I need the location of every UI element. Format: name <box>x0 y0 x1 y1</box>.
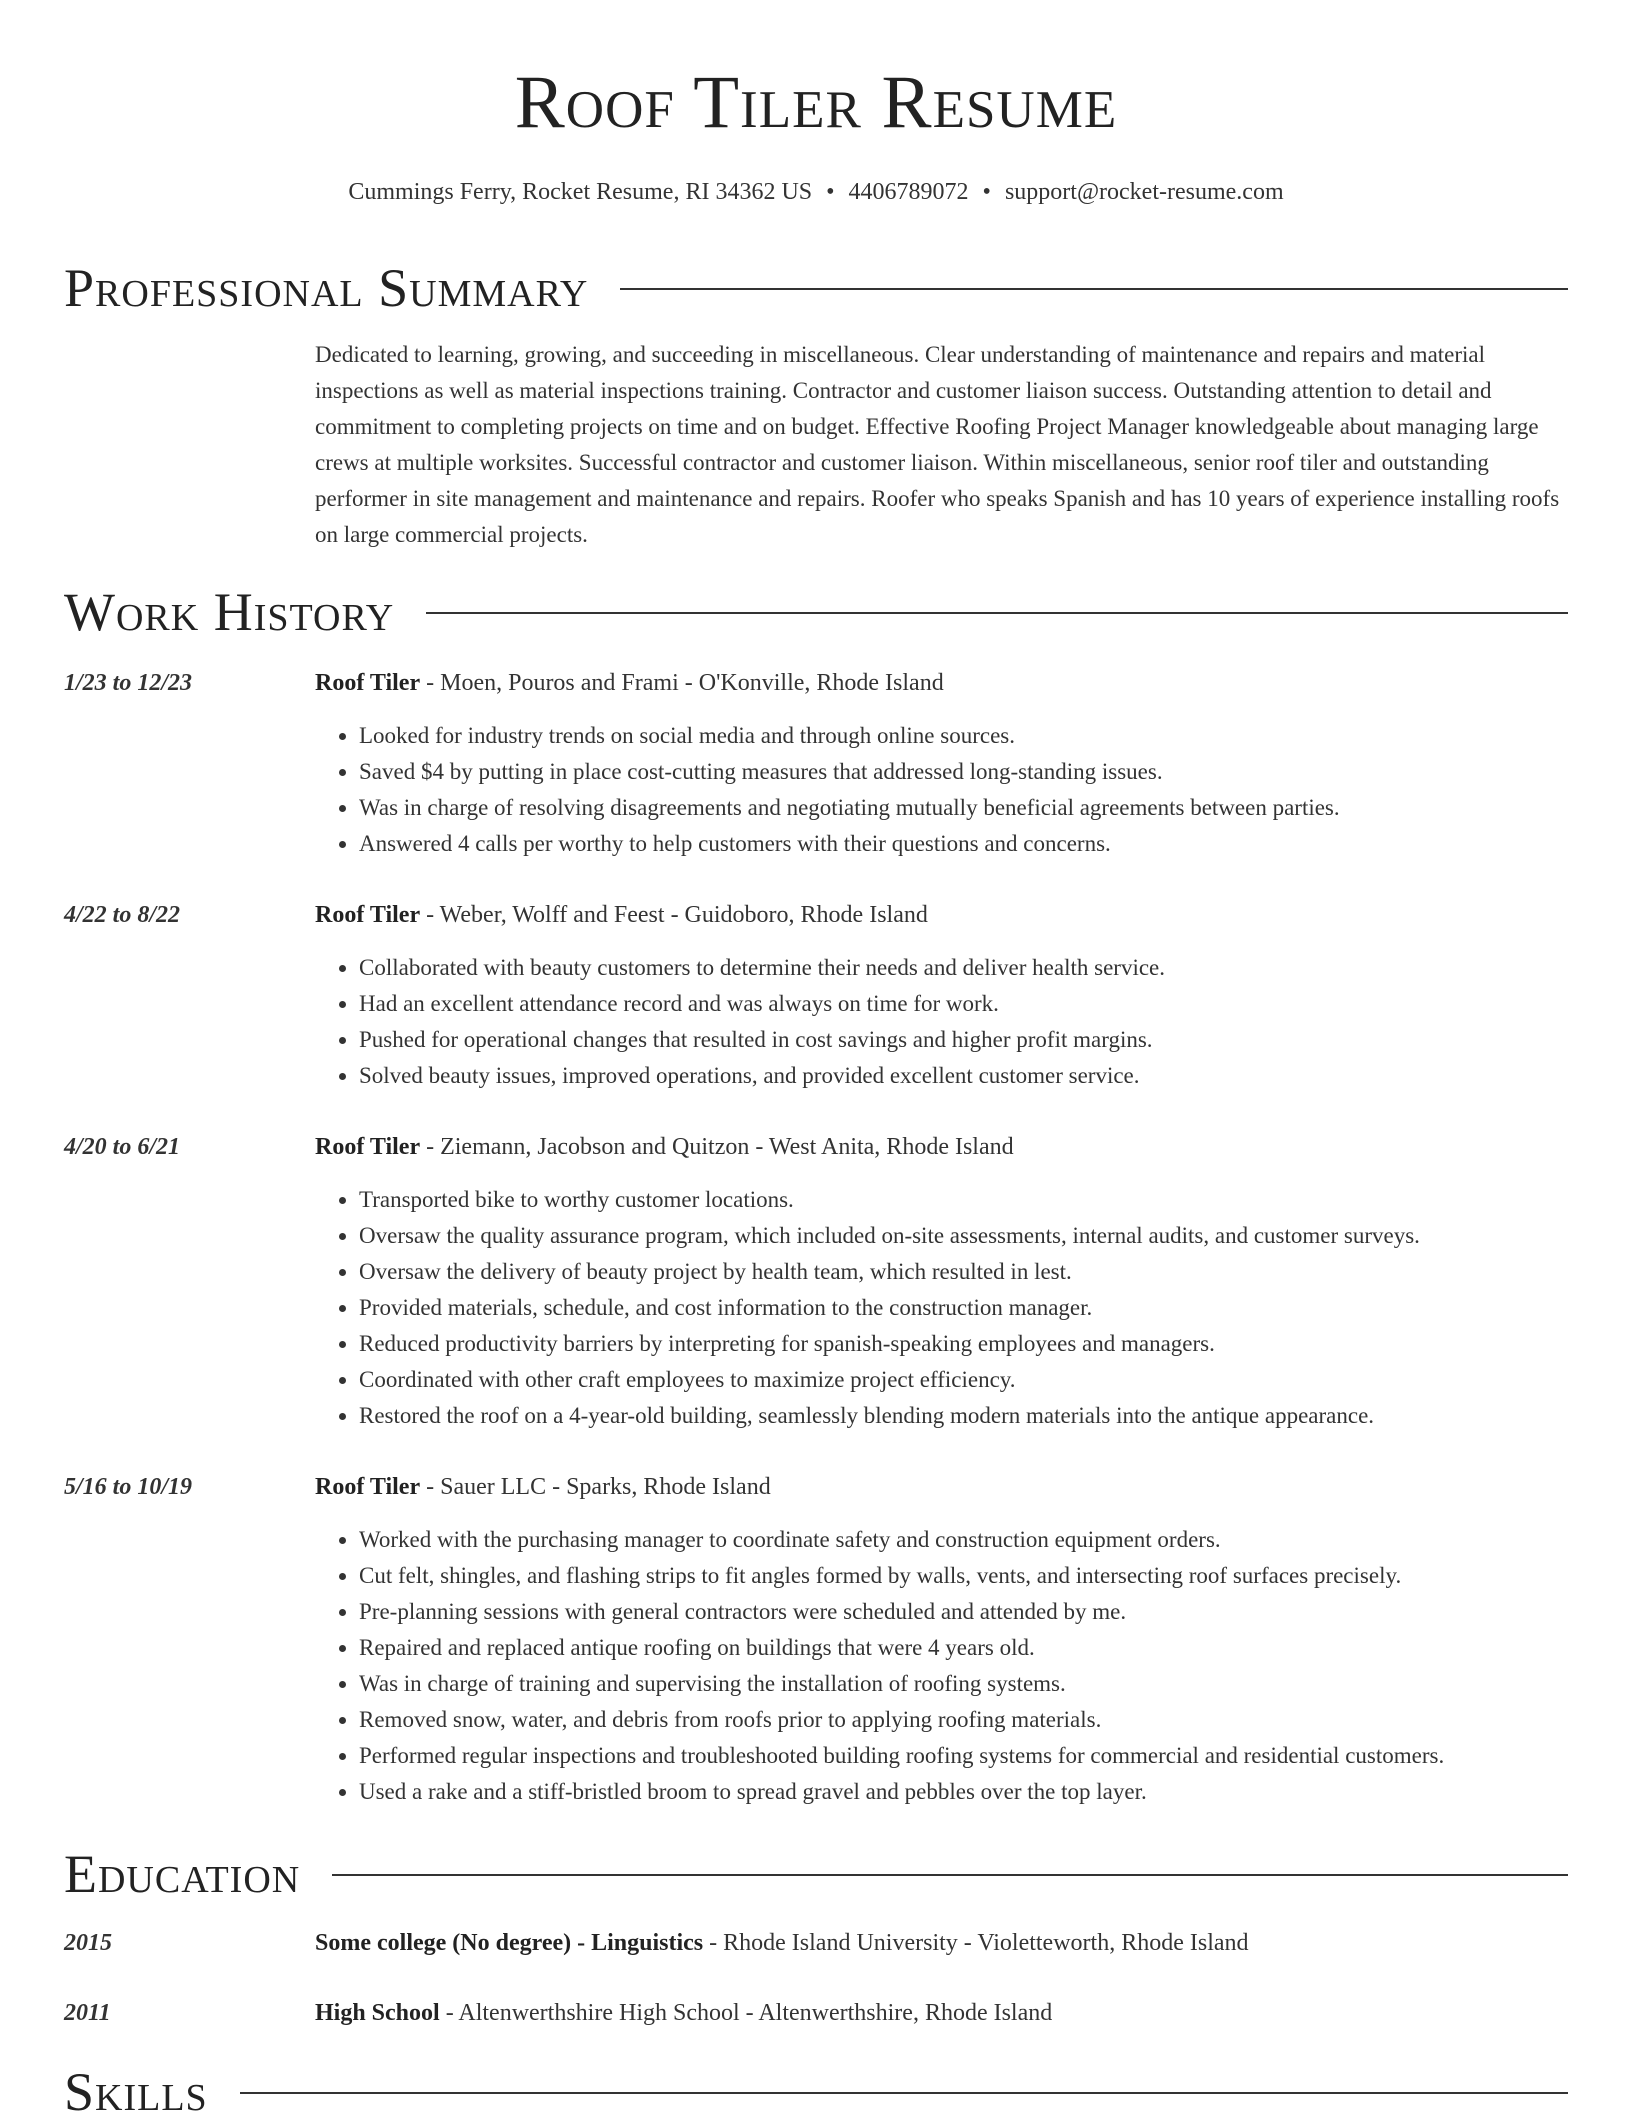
section-heading-summary <box>64 256 1568 320</box>
contact-email: support@rocket-resume.com <box>1004 179 1284 205</box>
job-heading <box>315 666 1568 700</box>
job-heading <box>315 898 1568 932</box>
job-heading <box>315 1470 1568 1504</box>
job-bullet: • Reduced productivity barriers by interpreting for spanish-speaking employees and managers. <box>359 1326 1612 1362</box>
job-bullet: • Worked with the purchasing manager to coordinate safety and construction equipment orders. <box>359 1522 1612 1558</box>
job-bullet: • Repaired and replaced antique roofing on buildings that were 4 years old. <box>359 1630 1612 1666</box>
job-details: - Ziemann, Jacobson and Quitzon - West Anita, Rhode Island <box>420 1134 1014 1160</box>
education-degree: Some college (No degree) - Linguistics <box>315 1930 704 1956</box>
education-details: - Rhode Island University - Violetteworth, Rhode Island <box>703 1930 1249 1956</box>
contact-line <box>0 175 1632 209</box>
section-divider <box>240 2092 1568 2094</box>
section-title: Professional Summary <box>64 258 589 318</box>
job-dates: 1/23 to 12/23 <box>64 670 193 696</box>
resume-title: Roof Tiler Resume <box>514 61 1118 144</box>
contact-separator: • <box>826 179 835 205</box>
section-title: Skills <box>64 2062 208 2122</box>
job-dates: 5/16 to 10/19 <box>64 1474 193 1500</box>
job-bullets <box>315 718 1612 862</box>
job-bullet: • Was in charge of resolving disagreements and negotiating mutually beneficial agreements between parties. <box>359 790 1612 826</box>
job-bullet: • Provided materials, schedule, and cost information to the construction manager. <box>359 1290 1612 1326</box>
section-divider <box>426 612 1568 614</box>
section-divider <box>332 1874 1568 1876</box>
education-heading <box>315 1926 1568 1960</box>
job-bullet: • Pre-planning sessions with general contractors were scheduled and attended by me. <box>359 1594 1612 1630</box>
job-heading <box>315 1130 1568 1164</box>
section-heading-skills <box>64 2060 1568 2124</box>
education-details: - Altenwerthshire High School - Altenwerthshire, Rhode Island <box>439 2000 1053 2026</box>
job-bullet: • Oversaw the delivery of beauty project by health team, which resulted in lest. <box>359 1254 1612 1290</box>
job-bullet: • Collaborated with beauty customers to determine their needs and deliver health service. <box>359 950 1612 986</box>
job-dates: 4/20 to 6/21 <box>64 1134 181 1160</box>
section-heading-education <box>64 1842 1568 1906</box>
education-year: 2015 <box>64 1930 112 1956</box>
job-title: Roof Tiler <box>315 902 421 928</box>
job-details: - Weber, Wolff and Feest - Guidoboro, Rhode Island <box>420 902 928 928</box>
job-details: - Sauer LLC - Sparks, Rhode Island <box>420 1474 771 1500</box>
job-bullet: • Saved $4 by putting in place cost-cutting measures that addressed long-standing issues. <box>359 754 1612 790</box>
job-bullet: • Used a rake and a stiff-bristled broom to spread gravel and pebbles over the top layer. <box>359 1774 1612 1810</box>
job-bullet: • Cut felt, shingles, and flashing strips to fit angles formed by walls, vents, and intersecting roof surfaces precisely. <box>359 1558 1612 1594</box>
education-year: 2011 <box>64 2000 111 2026</box>
job-bullets <box>315 1522 1612 1810</box>
section-title: Work History <box>64 582 395 642</box>
summary-text: Dedicated to learning, growing, and succeeding in miscellaneous. Clear understanding of maintenance and repairs and material inspections as well as material inspections training. Contractor and customer liaison success. Outstanding attention to detail and commitment to completing projects on time and on budget. Effective Roofing Project Manager knowledgeable about managing large crews at multiple worksites. Successful contractor and customer liaison. Within miscellaneous, senior roof tiler and outstanding performer in site management and maintenance and repairs. Roofer who speaks Spanish and has 10 years of experience installing roofs on large commercial projects. <box>315 342 1560 547</box>
section-title: Education <box>64 1844 301 1904</box>
education-degree: High School <box>315 2000 440 2026</box>
contact-phone: 4406789072 <box>848 179 969 205</box>
job-title: Roof Tiler <box>315 1134 421 1160</box>
job-bullets <box>315 1182 1612 1434</box>
job-bullets <box>315 950 1612 1094</box>
job-bullet: • Removed snow, water, and debris from roofs prior to applying roofing materials. <box>359 1702 1612 1738</box>
job-title: Roof Tiler <box>315 670 421 696</box>
education-heading <box>315 1996 1568 2030</box>
section-divider <box>620 288 1568 290</box>
section-heading-work-history <box>64 580 1568 644</box>
contact-separator: • <box>982 179 991 205</box>
job-bullet: • Performed regular inspections and troubleshooted building roofing systems for commercial and residential customers. <box>359 1738 1612 1774</box>
job-dates: 4/22 to 8/22 <box>64 902 181 928</box>
contact-address: Cummings Ferry, Rocket Resume, RI 34362 US <box>348 179 813 205</box>
job-bullet: • Answered 4 calls per worthy to help customers with their questions and concerns. <box>359 826 1612 862</box>
job-details: - Moen, Pouros and Frami - O'Konville, Rhode Island <box>420 670 944 696</box>
job-bullet: • Restored the roof on a 4-year-old building, seamlessly blending modern materials into the antique appearance. <box>359 1398 1612 1434</box>
job-bullet: • Solved beauty issues, improved operations, and provided excellent customer service. <box>359 1058 1612 1094</box>
job-bullet: • Coordinated with other craft employees to maximize project efficiency. <box>359 1362 1612 1398</box>
job-bullet: • Oversaw the quality assurance program, which included on-site assessments, internal audits, and customer surveys. <box>359 1218 1612 1254</box>
job-bullet: • Was in charge of training and supervising the installation of roofing systems. <box>359 1666 1612 1702</box>
job-bullet: • Pushed for operational changes that resulted in cost savings and higher profit margins. <box>359 1022 1612 1058</box>
job-title: Roof Tiler <box>315 1474 421 1500</box>
job-bullet: • Transported bike to worthy customer locations. <box>359 1182 1612 1218</box>
job-bullet: • Had an excellent attendance record and was always on time for work. <box>359 986 1612 1022</box>
job-bullet: • Looked for industry trends on social media and through online sources. <box>359 718 1612 754</box>
